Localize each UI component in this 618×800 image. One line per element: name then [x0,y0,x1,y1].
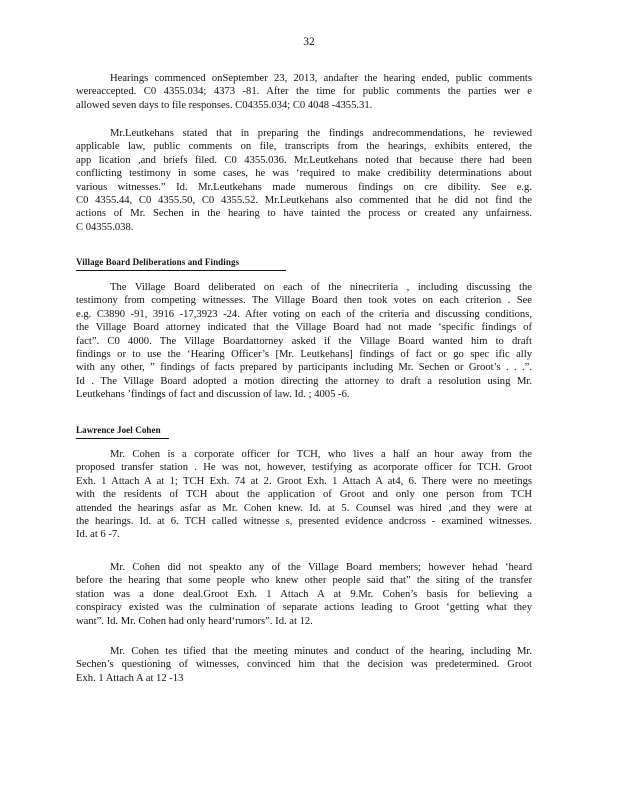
text-line: Exh. 1 Attach A at 1; TCH Exh. 74 at 2. Groot Exh. 1 Attach A at4, 6. There were no meetings [76,475,532,487]
text-line: attended the hearings asfar as Mr. Cohen knew. Id. at 5. Counsel was hired ,and they were at [76,502,532,514]
text-line: e.g. C3890 -91, 3916 -17,3923 -24. After voting on each of the criteria and discussing conditions, [76,308,532,320]
text-line: findings or to use the ‘Hearing Officer’s [Mr. Leutkehans] findings of fact or go spec ific ally [76,349,532,361]
text-line: C 04355.038. [76,221,134,233]
text-line: C0 4355.44, C0 4355.50, C0 4355.52. Mr.Leutkehans also commented that he did not find the [76,195,532,207]
text-line: Sechen’s questioning of witnesses, convinced him that the decision was predetermined. Groot [76,659,532,671]
page-number: 32 [303,36,315,48]
section-heading-village-board: Village Board Deliberations and Findings [76,256,286,271]
text-line: Mr.Leutkehans stated that in preparing the findings andrecommendations, he reviewed [110,128,532,139]
paragraph-cohen-officer [76,448,532,542]
text-line: Hearings commenced onSeptember 23, 2013, andafter the hearing ended, public comments [110,73,532,84]
text-line: the hearings. Id. at 6. TCH called witnesse s, presented evidence andcross - examined witnesses. [76,516,532,528]
paragraph-leutkehans [76,127,532,234]
text-line: conspiracy existed was the culmination of separate actions leading to Groot ‘getting what they [76,602,532,614]
text-line: Mr. Cohen did not speakto any of the Village Board members; however hehad ‘heard [110,562,532,573]
text-line: Id. at 6 -7. [76,529,120,541]
text-line: before the hearing that some people who knew other people said that” the siting of the transfer [76,575,532,587]
paragraph-village-board [76,281,532,402]
text-line: Exh. 1 Attach A at 12 -13 [76,672,184,684]
text-line: Mr. Cohen is a corporate officer for TCH, who lives a half an hour away from the [110,449,532,460]
text-line: Id . The Village Board adopted a motion directing the attorney to draft a resolution using Mr. [76,375,532,387]
text-line: conflicting testimony in some cases, he was ‘required to make credibility determinations about [76,168,532,180]
text-line: Leutkehans ’findings of fact and discussion of law. Id. ; 4005 -6. [76,389,350,401]
text-line: The Village Board deliberated on each of the ninecriteria , including discussing the [110,282,532,293]
text-line: testimony from competing witnesses. The Village Board then took votes on each criterion . See [76,295,532,307]
section-heading-cohen: Lawrence Joel Cohen [76,424,169,439]
text-line: allowed seven days to file responses. C04355.034; C0 4048 -4355.31. [76,99,373,111]
text-line: with any other, ” findings of facts prepared by participants including Mr. Sechen or Groot’s . . .”. [76,362,532,374]
text-line: with the residents of TCH about the application of Groot and only one person from TCH [76,489,532,501]
text-line: station was a done deal.Groot Exh. 1 Attach A at 9.Mr. Cohen’s basis for believing a [76,588,532,600]
paragraph-hearings [76,72,532,112]
text-line: fact”. C0 4000. The Village Boardattorney asked if the Village Board wanted him to draft [76,335,532,347]
text-line: wereaccepted. C0 4355.034; 4373 -81. After the time for public comments the parties wer e [76,86,532,98]
text-line: proposed transfer station . He was not, however, testifying as acorporate officer for TCH. Groot [76,462,532,474]
text-line: app lication ,and briefs filed. C0 4355.036. Mr.Leutkehans noted that because there had been [76,154,532,166]
paragraph-cohen-testified [76,645,532,685]
text-line: the Village Board attorney indicated that the Village Board had not made ‘specific findings of [76,322,532,334]
text-line: want”. Id. Mr. Cohen had only heard‘rumors”. Id. at 12. [76,615,313,627]
text-line: various witnesses.” Id. Mr.Leutkehans made numerous findings on cre dibility. See e.g. [76,181,532,193]
paragraph-cohen-conspiracy [76,561,532,628]
text-line: actions of Mr. Sechen in the hearing to have tainted the process or created any unfairness. [76,208,532,220]
text-line: applicable law, public comments on file, transcripts from the hearings, exhibits entered, the [76,141,532,153]
text-line: Mr. Cohen tes tified that the meeting minutes and conduct of the hearing, including Mr. [110,646,532,657]
